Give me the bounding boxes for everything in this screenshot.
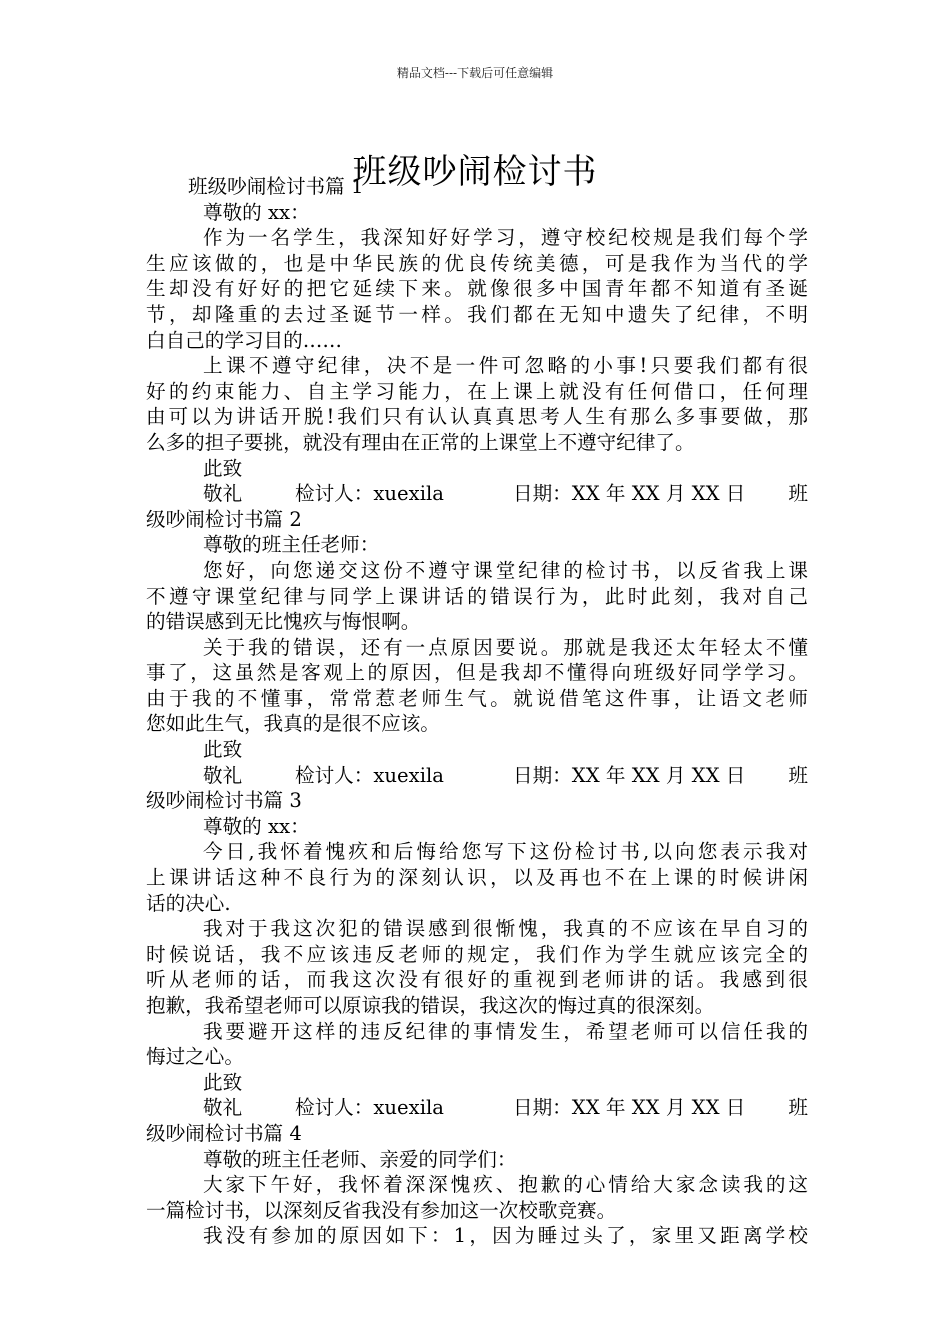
section-heading: 级吵闹检讨书篇 2 xyxy=(146,507,302,531)
paragraph-line: 上课讲话这种不良行为的深刻认识，以及再也不在上课的时候讲闲 xyxy=(146,866,808,890)
heading-carry-char: 班 xyxy=(788,482,808,506)
heading-carry-char: 班 xyxy=(788,763,808,787)
signature-salute: 敬礼 xyxy=(203,763,243,787)
signature-reviewer: 检讨人：xuexila xyxy=(295,1096,444,1120)
paragraph-line: 我对于我这次犯的错误感到很惭愧，我真的不应该在早自习的 xyxy=(203,917,808,941)
paragraph-line: 事了，这虽然是客观上的原因，但是我却不懂得向班级好同学学习。 xyxy=(146,661,808,685)
signature-row xyxy=(146,1095,808,1121)
section-heading: 级吵闹检讨书篇 3 xyxy=(146,789,302,813)
section-heading: 班级吵闹检讨书篇 1 xyxy=(188,175,364,198)
signature-date: 日期：XX 年 XX 月 XX 日 xyxy=(513,482,746,506)
paragraph-line: 作为一名学生，我深知好好学习，遵守校纪校规是我们每个学 xyxy=(203,226,808,250)
paragraph-line: 生却没有好好的把它延续下来。就像很多中国青年都不知道有圣诞 xyxy=(146,277,808,301)
paragraph-line: 么多的担子要挑，就没有理由在正常的上课堂上不遵守纪律了。 xyxy=(146,430,695,454)
salutation: 尊敬的班主任老师、亲爱的同学们： xyxy=(203,1147,517,1171)
paragraph-line: 悔过之心。 xyxy=(146,1045,244,1069)
salutation: 尊敬的 xx： xyxy=(203,814,310,838)
paragraph-line: 的错误感到无比愧疚与悔恨啊。 xyxy=(146,610,421,634)
paragraph-line: 节，却隆重的去过圣诞节一样。我们都在无知中遗失了纪律，不明 xyxy=(146,302,808,326)
paragraph-line: 抱歉，我希望老师可以原谅我的错误，我这次的悔过真的很深刻。 xyxy=(146,994,715,1017)
salutation: 尊敬的 xx： xyxy=(203,200,310,224)
paragraph-line: 生应该做的，也是中华民族的优良传统美德，可是我作为当代的学 xyxy=(146,251,808,275)
closing-phrase: 此致 xyxy=(203,1070,243,1094)
heading-carry-char: 班 xyxy=(788,1096,808,1120)
salutation: 尊敬的班主任老师： xyxy=(203,533,380,557)
paragraph-line: 白自己的学习目的…… xyxy=(146,328,342,352)
document-body xyxy=(146,174,808,1249)
paragraph-line: 时候说话，我不应该违反老师的规定，我们作为学生就应该完全的 xyxy=(146,942,808,966)
header-note: 精品文档---下载后可任意编辑 xyxy=(396,66,554,80)
signature-date: 日期：XX 年 XX 月 XX 日 xyxy=(513,1096,746,1120)
signature-salute: 敬礼 xyxy=(203,1096,243,1120)
paragraph-line: 大家下午好，我怀着深深愧疚、抱歉的心情给大家念读我的这 xyxy=(203,1173,808,1197)
paragraph-line: 我没有参加的原因如下：1，因为睡过头了，家里又距离学校 xyxy=(203,1224,808,1248)
signature-reviewer: 检讨人：xuexila xyxy=(295,482,444,506)
paragraph-line: 关于我的错误，还有一点原因要说。那就是我还太年轻太不懂 xyxy=(203,635,808,659)
paragraph-line: 由于我的不懂事，常常惹老师生气。就说借笔这件事，让语文老师 xyxy=(146,686,808,710)
paragraph-line: 今日,我怀着愧疚和后悔给您写下这份检讨书,以向您表示我对 xyxy=(203,840,808,864)
paragraph-line: 上课不遵守纪律，决不是一件可忽略的小事!只要我们都有很 xyxy=(203,354,808,378)
paragraph-line: 好的约束能力、自主学习能力，在上课上就没有任何借口，任何理 xyxy=(146,379,808,403)
signature-row xyxy=(146,763,808,789)
signature-reviewer: 检讨人：xuexila xyxy=(295,763,444,787)
paragraph-line: 一篇检讨书，以深刻反省我没有参加这一次校歌竞赛。 xyxy=(146,1198,617,1222)
signature-row xyxy=(146,481,808,507)
section-heading: 级吵闹检讨书篇 4 xyxy=(146,1121,302,1145)
signature-date: 日期：XX 年 XX 月 XX 日 xyxy=(513,763,746,787)
paragraph-line: 您好，向您递交这份不遵守课堂纪律的检讨书，以反省我上课 xyxy=(203,558,808,582)
paragraph-line: 我要避开这样的违反纪律的事情发生，希望老师可以信任我的 xyxy=(203,1019,808,1043)
closing-phrase: 此致 xyxy=(203,456,243,480)
paragraph-line: 话的决心. xyxy=(146,891,231,915)
paragraph-line: 您如此生气，我真的是很不应该。 xyxy=(146,712,440,736)
signature-salute: 敬礼 xyxy=(203,482,243,506)
paragraph-line: 由可以为讲话开脱!我们只有认认真真思考人生有那么多事要做，那 xyxy=(146,405,808,429)
paragraph-line: 不遵守课堂纪律与同学上课讲话的错误行为，此时此刻，我对自己 xyxy=(146,584,808,608)
document-title: 班级吵闹检讨书 xyxy=(352,151,598,192)
closing-phrase: 此致 xyxy=(203,738,243,762)
paragraph-line: 听从老师的话，而我这次没有很好的重视到老师讲的话。我感到很 xyxy=(146,968,808,992)
